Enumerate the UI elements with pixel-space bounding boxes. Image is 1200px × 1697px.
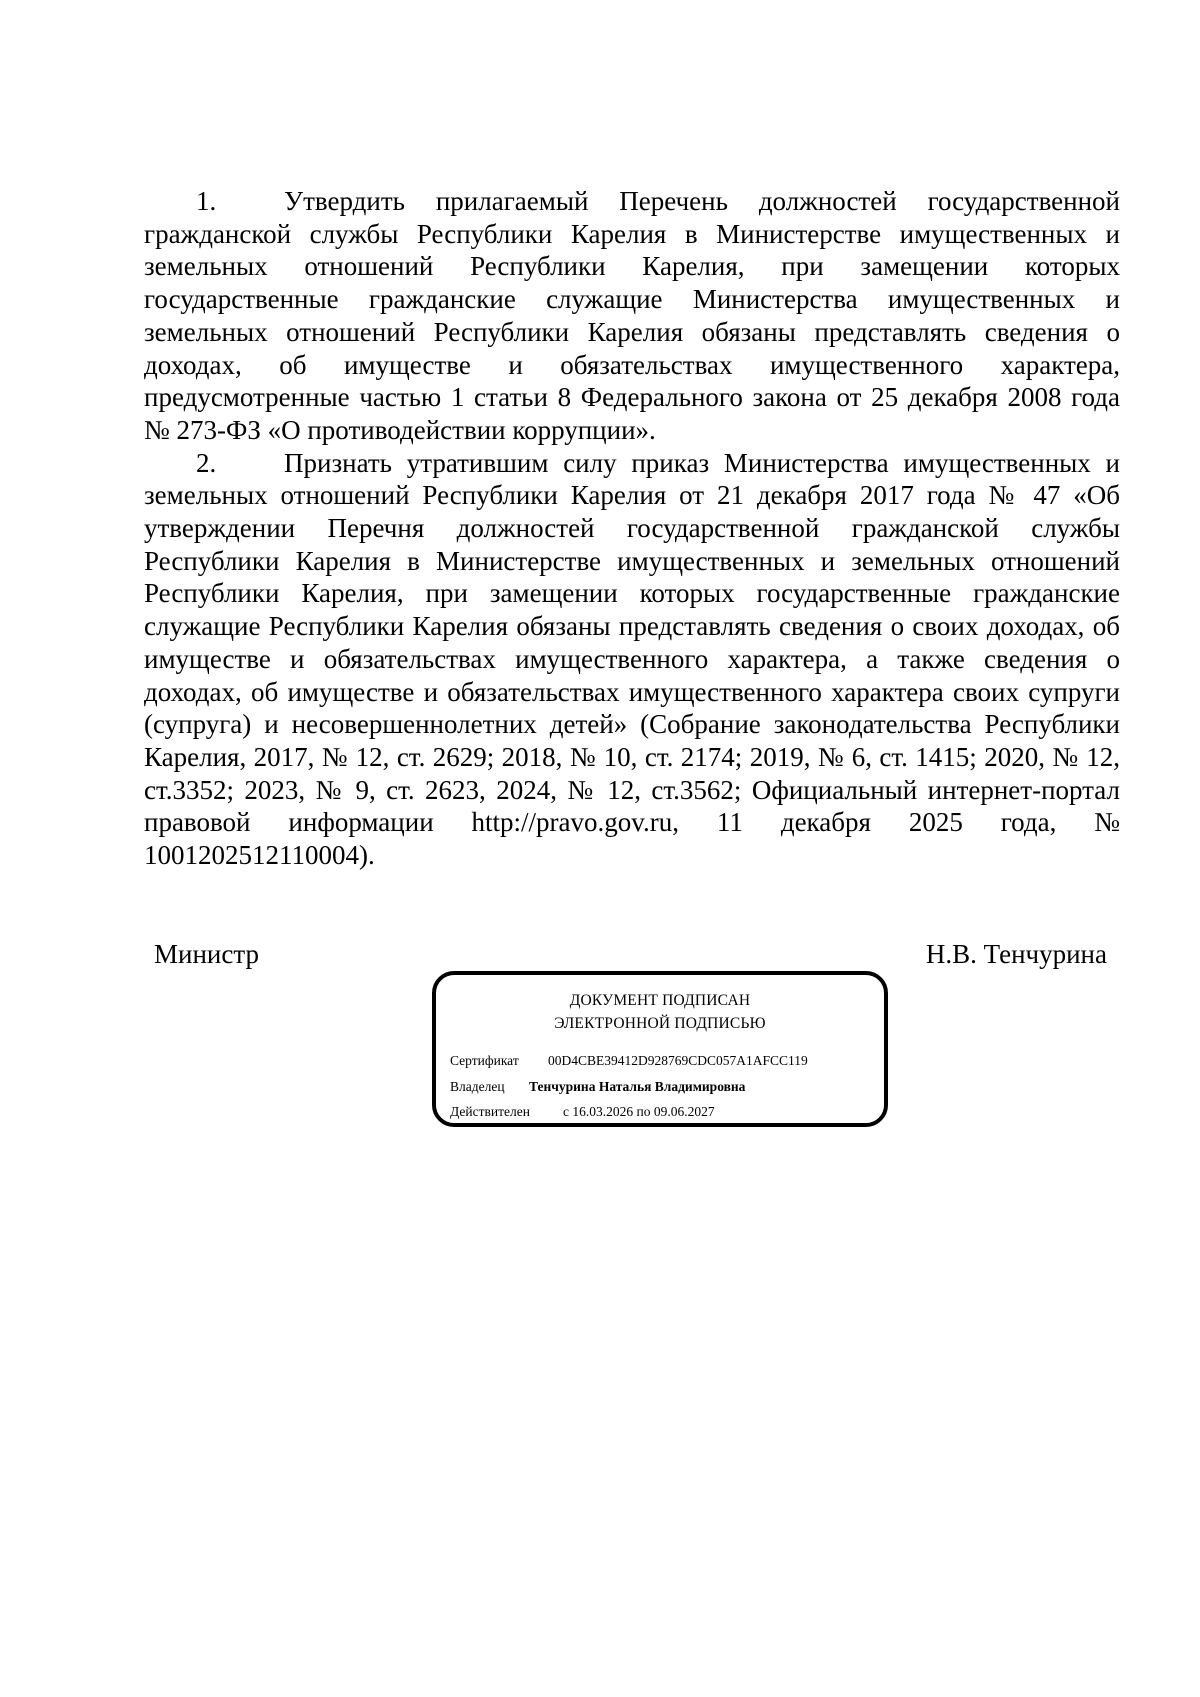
paragraph-1	[144, 185, 1120, 447]
stamp-title-line-1: ДОКУМЕНТ ПОДПИСАН	[569, 992, 751, 1009]
stamp-validity-value: с 16.03.2026 по 09.06.2027	[563, 1104, 715, 1119]
paragraph-1-number: 1.	[196, 186, 217, 216]
stamp-title	[436, 989, 884, 1035]
stamp-certificate-value: 00D4CBE39412D928769CDC057A1AFCC119	[548, 1053, 808, 1068]
stamp-title-line-2: ЭЛЕКТРОННОЙ ПОДПИСЬЮ	[554, 1015, 766, 1032]
paragraph-2	[144, 447, 1120, 872]
stamp-owner-label: Владелец	[450, 1079, 505, 1094]
document-body	[144, 185, 1120, 872]
electronic-signature-stamp	[432, 971, 888, 1127]
signatory-role: Министр	[154, 939, 259, 969]
stamp-certificate-row	[450, 1052, 808, 1070]
signatory-name: Н.В. Тенчурина	[925, 939, 1107, 969]
stamp-owner-value: Тенчурина Наталья Владимировна	[529, 1079, 746, 1094]
stamp-owner-row	[450, 1078, 745, 1096]
paragraph-2-number: 2.	[196, 447, 217, 478]
stamp-validity-label: Действителен	[450, 1104, 530, 1119]
stamp-validity-row	[450, 1103, 715, 1121]
stamp-certificate-label: Сертификат	[450, 1053, 519, 1068]
paragraph-2-text: Признать утратившим силу приказ Министерства имущественных и земельных отношений Республики Карелия от 21 декабря 2017 года № 47 «Об утверждении Перечня должностей государственной гражданской службы Республики Карелия в Министерстве имущественных и земельных отношений Республики Карелия, при замещении которых государственные гражданские служащие Республики Карелия обязаны представлять сведения о своих доходах, об имуществе и обязательствах имущественного характера, а также сведения о доходах, об имуществе и обязательствах имущественного характера своих супруги (супруга) и несовершеннолетних детей» (Собрание законодательства Республики Карелия, 2017, № 12, ст. 2629; 2018, № 10, ст. 2174; 2019, № 6, ст. 1415; 2020, № 12, ст.3352; 2023, № 9, ст. 2623, 2024, № 12, ст.3562; Официальный интернет-портал правовой информации http://pravo.gov.ru, 11 декабря 2025 года, № 1001202512110004).	[144, 447, 1120, 871]
paragraph-1-text: Утвердить прилагаемый Перечень должностей государственной гражданской службы Республики Карелия в Министерстве имущественных и земельных отношений Республики Карелия, при замещении которых государственные гражданские служащие Министерства имущественных и земельных отношений Республики Карелия обязаны представлять сведения о доходах, об имуществе и обязательствах имущественного характера, предусмотренные частью 1 статьи 8 Федерального закона от 25 декабря 2008 года № 273-ФЗ «О противодействии коррупции».	[144, 186, 1120, 445]
